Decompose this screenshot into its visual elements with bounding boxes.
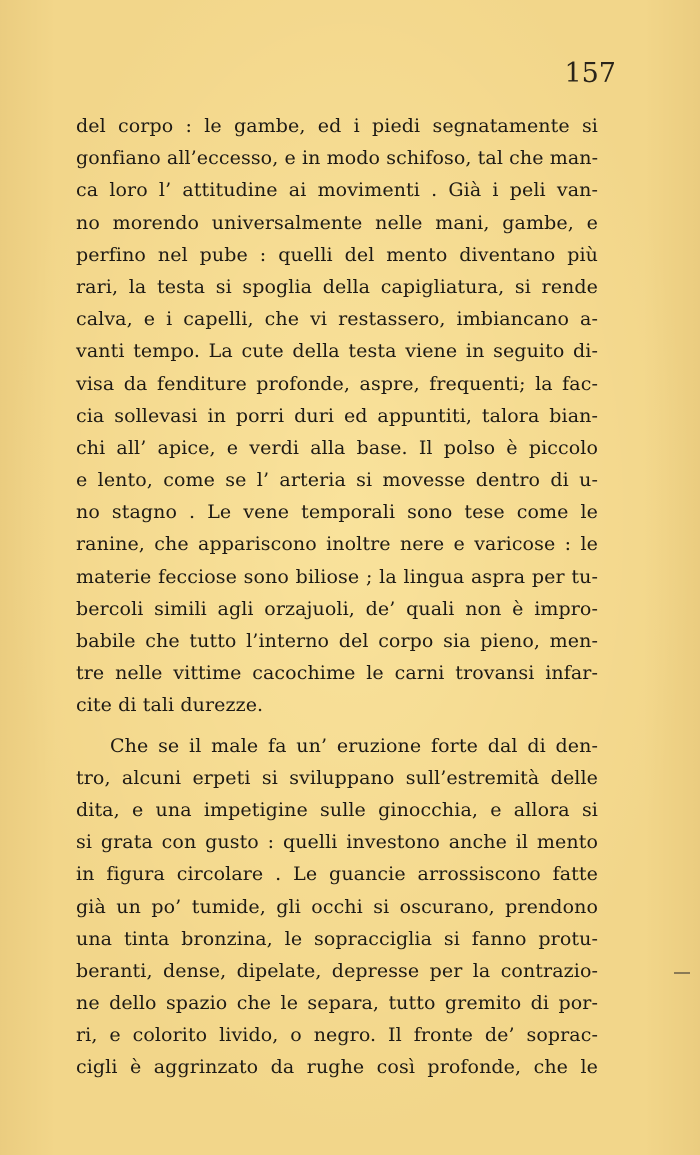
text-line: tro, alcuni erpeti si sviluppano sull’estremità delle [76, 766, 598, 789]
text-line: calva, e i capelli, che vi restassero, imbiancano a- [76, 308, 598, 331]
text-line: visa da fenditure profonde, aspre, frequenti; la fac- [76, 372, 598, 395]
text-line: già un po’ tumide, gli occhi si oscurano, prendono [76, 895, 598, 918]
text-line: cigli è aggrinzato da rughe così profonde, che le [76, 1056, 598, 1079]
text-line: no stagno . Le vene temporali sono tese come le [76, 501, 598, 524]
text-line: del corpo : le gambe, ed i piedi segnatamente si [76, 115, 598, 137]
text-line: ne dello spazio che le separa, tutto gremito di por- [76, 992, 598, 1015]
text-line: cia sollevasi in porri duri ed appuntiti, talora bian- [76, 404, 598, 427]
text-line: gonfiano all’eccesso, e in modo schifoso, tal che man- [76, 147, 599, 170]
text-line: una tinta bronzina, le sopracciglia si fanno protu- [76, 927, 598, 950]
text-line: babile che tutto l’interno del corpo sia pieno, men- [76, 630, 598, 652]
text-line: cite di tali durezze. [76, 694, 264, 717]
paragraph-gap [76, 722, 598, 730]
paragraph-1 [76, 110, 598, 722]
text-line: vanti tempo. La cute della testa viene in seguito di- [76, 340, 598, 363]
text-line: beranti, dense, dipelate, depresse per la contrazio- [76, 959, 598, 982]
body-text [76, 110, 598, 1084]
text-line: chi all’ apice, e verdi alla base. Il polso è piccolo [76, 436, 598, 459]
text-line: tre nelle vittime cacochime le carni trovansi infar- [76, 662, 598, 685]
text-line: bercoli simili agli orzajuoli, de’ quali non è impro- [76, 597, 598, 620]
text-line: in figura circolare . Le guancie arrossiscono fatte [76, 863, 598, 886]
text-line: perfino nel pube : quelli del mento diventano più [76, 243, 598, 266]
text-line: rari, la testa si spoglia della capigliatura, si rende [76, 275, 598, 298]
text-line: dita, e una impetigine sulle ginocchia, e allora si [76, 798, 598, 821]
text-line: Che se il male fa un’ eruzione forte dal di den- [110, 734, 598, 757]
paragraph-2 [76, 730, 598, 1084]
text-line: e lento, come se l’ arteria si movesse dentro di u- [76, 469, 598, 492]
text-line: ranine, che appariscono inoltre nere e varicose : le [76, 533, 598, 556]
page-number: 157 [564, 58, 616, 89]
text-line: ri, e colorito livido, o negro. Il fronte de’ soprac- [76, 1024, 598, 1047]
text-line: no morendo universalmente nelle mani, gambe, e [76, 211, 598, 234]
text-line: si grata con gusto : quelli investono anche il mento [76, 831, 598, 854]
margin-mark [674, 972, 690, 974]
text-line: ca loro l’ attitudine ai movimenti . Già i peli van- [76, 179, 598, 202]
text-line: materie fecciose sono biliose ; la lingua aspra per tu- [76, 565, 598, 588]
